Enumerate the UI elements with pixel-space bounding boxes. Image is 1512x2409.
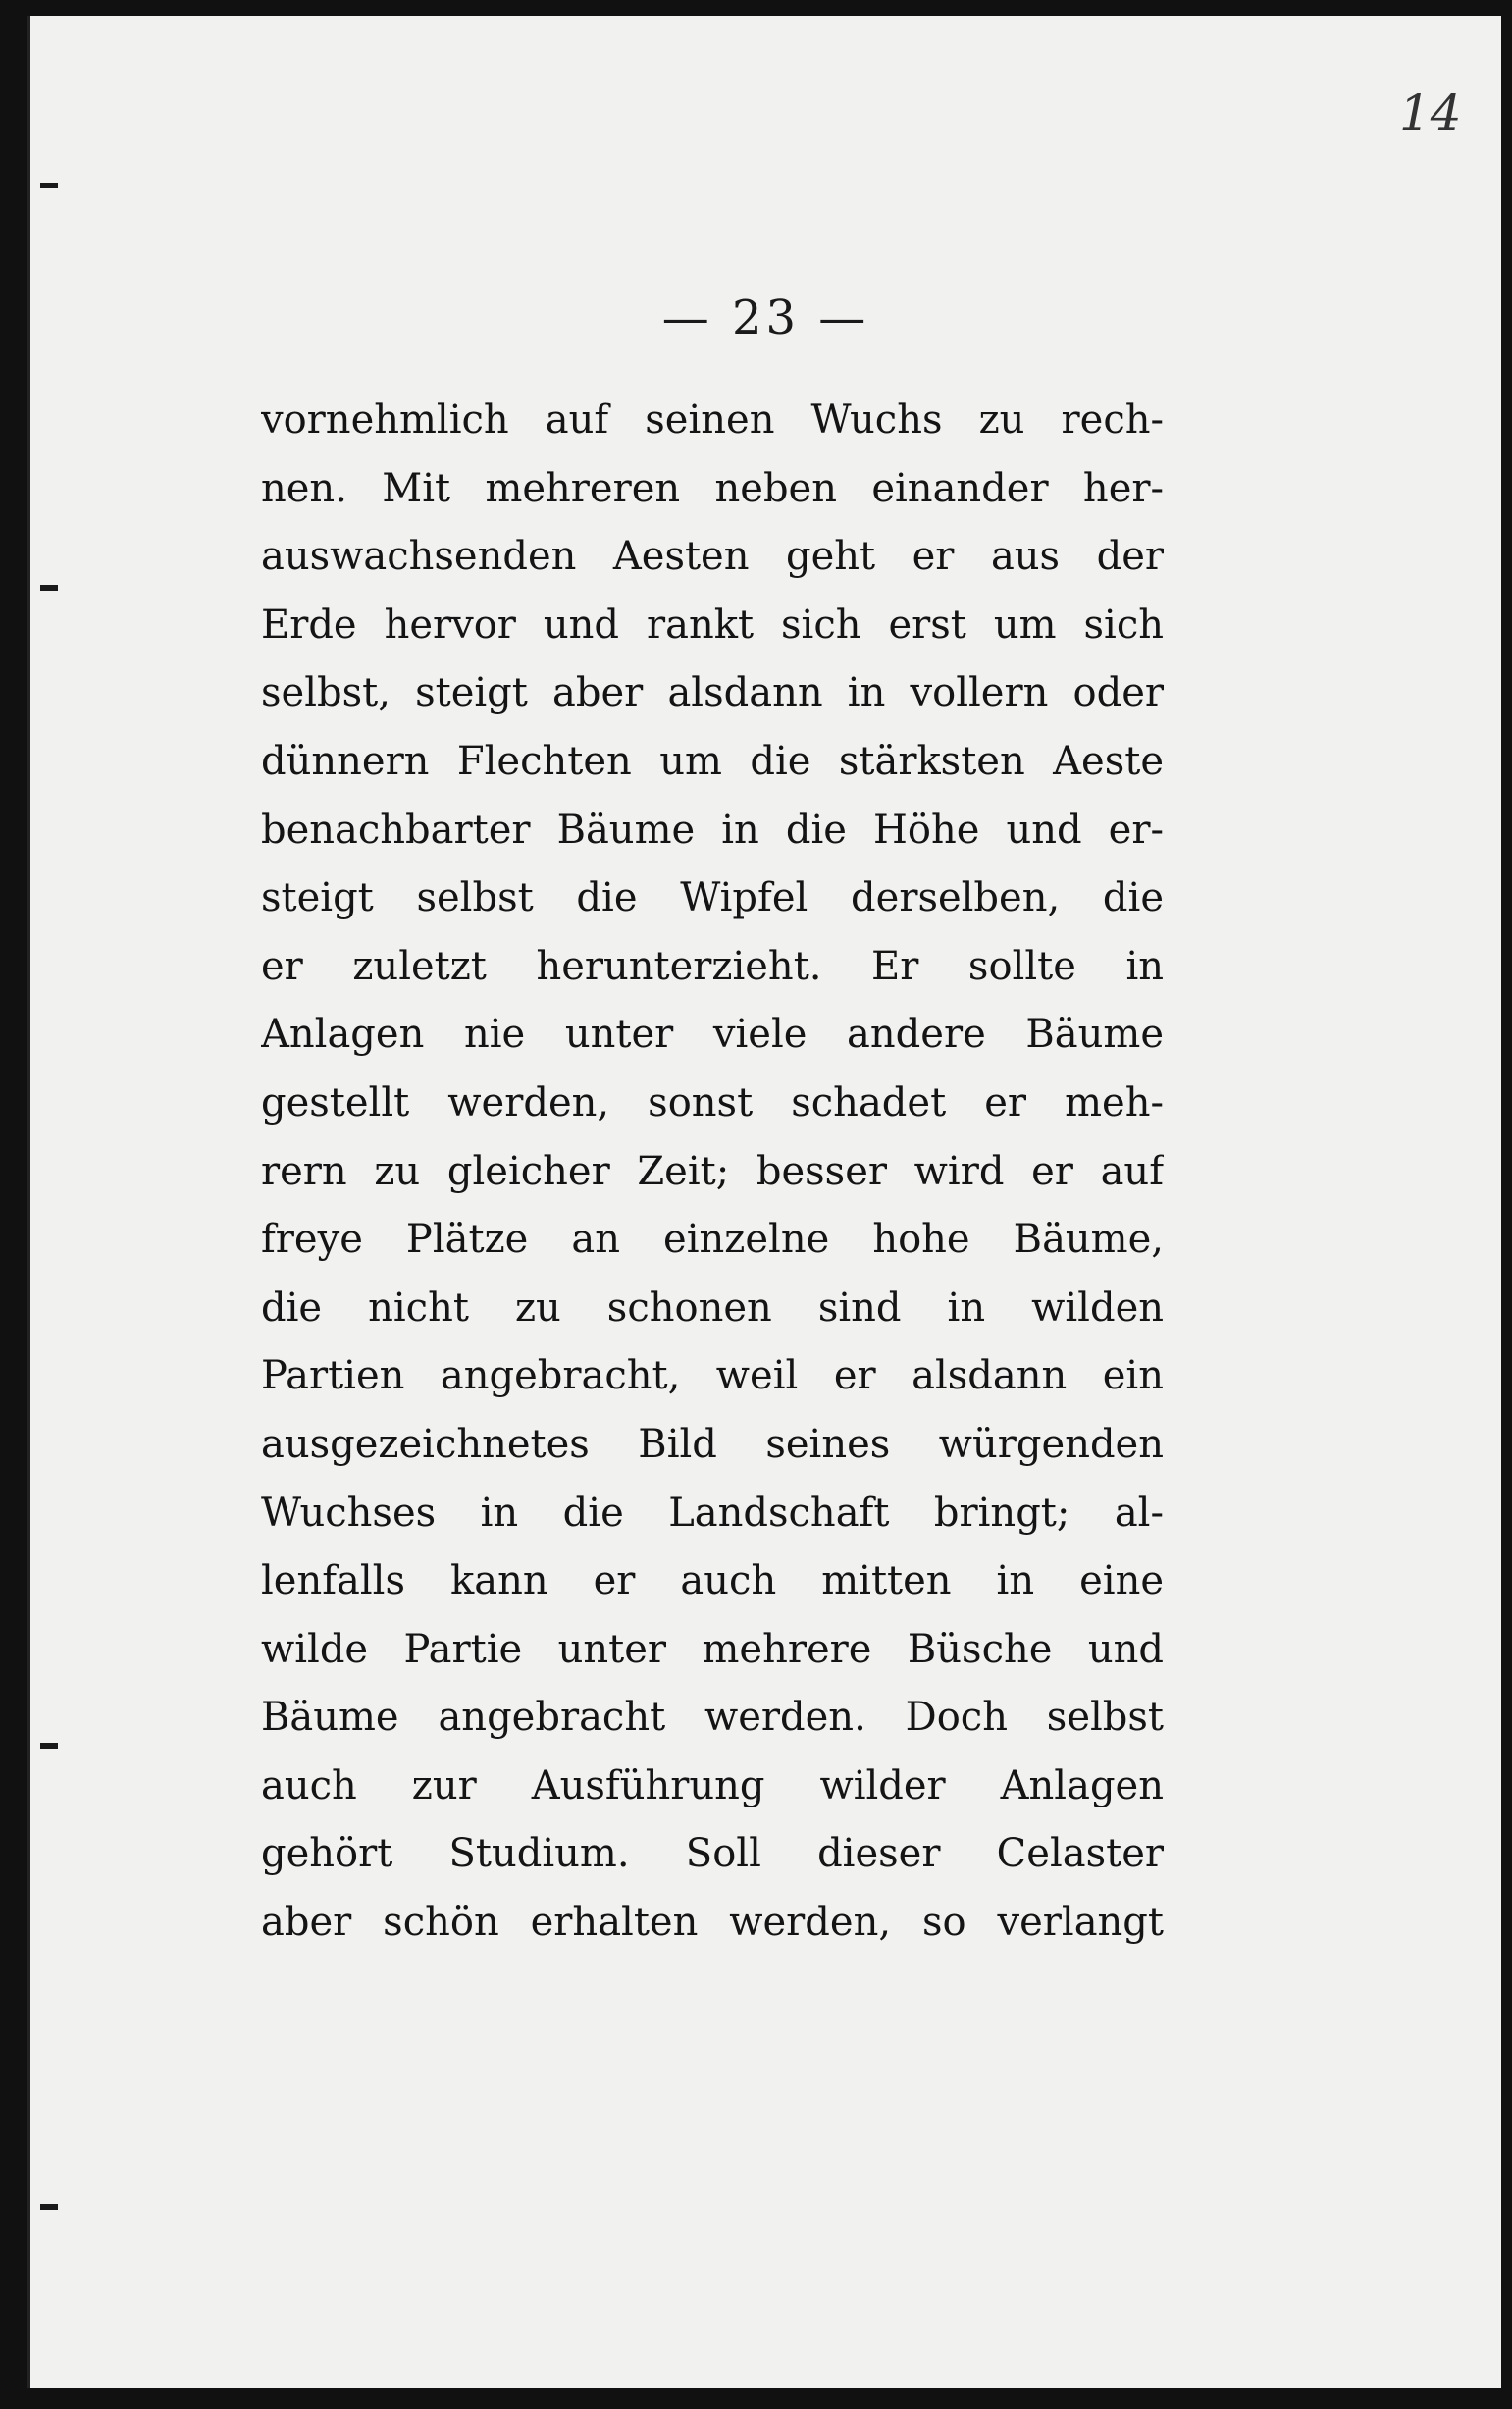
text-line: selbst, steigt aber alsdann in vollern oder	[261, 670, 1164, 716]
binding-mark	[40, 183, 58, 188]
text-line: wilde Partie unter mehrere Büsche und	[261, 1626, 1164, 1672]
text-line: steigt selbst die Wipfel derselben, die	[261, 875, 1164, 921]
text-line: freye Plätze an einzelne hohe Bäume,	[261, 1217, 1164, 1263]
body-text	[261, 387, 1164, 1958]
text-line: Erde hervor und rankt sich erst um sich	[261, 602, 1164, 648]
binding-mark	[40, 585, 58, 591]
text-line: aber schön erhalten werden, so verlangt	[261, 1900, 1164, 1946]
text-line: vornehmlich auf seinen Wuchs zu rech-	[261, 397, 1164, 443]
text-line: Bäume angebracht werden. Doch selbst	[261, 1695, 1164, 1741]
text-line: auch zur Ausführung wilder Anlagen	[261, 1762, 1164, 1808]
text-line: auswachsenden Aesten geht er aus der	[261, 534, 1164, 580]
book-page	[27, 16, 1501, 2388]
text-line: er zuletzt herunterzieht. Er sollte in	[261, 943, 1164, 989]
page-number: — 23 —	[661, 290, 870, 345]
text-line: lenfalls kann er auch mitten in eine	[261, 1558, 1164, 1604]
handwritten-folio-number: 14	[1399, 84, 1462, 141]
text-line: gestellt werden, sonst schadet er meh-	[261, 1079, 1164, 1126]
text-line: Anlagen nie unter viele andere Bäume	[261, 1012, 1164, 1058]
text-line: nen. Mit mehreren neben einander her-	[261, 465, 1164, 511]
binding-mark	[40, 1743, 58, 1749]
text-line: rern zu gleicher Zeit; besser wird er auf	[261, 1148, 1164, 1194]
text-line: die nicht zu schonen sind in wilden	[261, 1284, 1164, 1331]
text-line: dünnern Flechten um die stärksten Aeste	[261, 738, 1164, 784]
text-line: Wuchses in die Landschaft bringt; al-	[261, 1490, 1164, 1536]
text-line: gehört Studium. Soll dieser Celaster	[261, 1831, 1164, 1877]
binding-mark	[40, 2204, 58, 2210]
text-line: benachbarter Bäume in die Höhe und er-	[261, 807, 1164, 853]
text-line: Partien angebracht, weil er alsdann ein	[261, 1353, 1164, 1399]
text-line: ausgezeichnetes Bild seines würgenden	[261, 1421, 1164, 1467]
